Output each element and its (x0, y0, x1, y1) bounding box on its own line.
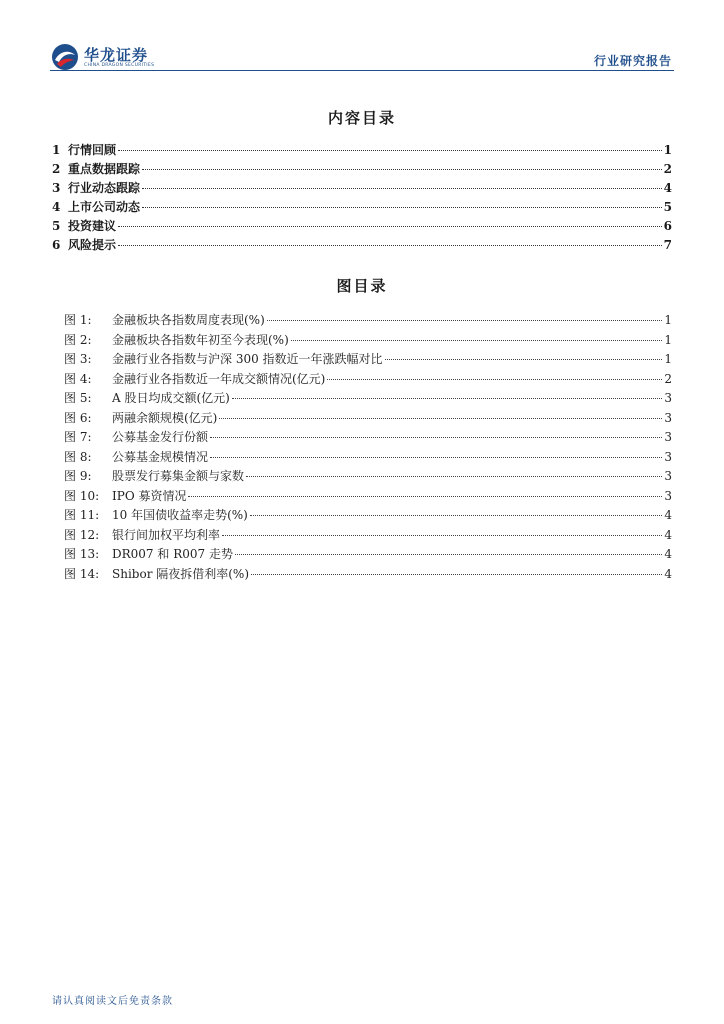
figure-item[interactable] (64, 389, 672, 409)
dot-leader (250, 515, 663, 516)
figure-label: 图 10: (64, 488, 100, 503)
dot-leader (235, 554, 662, 555)
figure-caption: IPO 募资情况 (112, 488, 187, 503)
figure-page: 1 (664, 313, 672, 327)
toc-item[interactable] (52, 160, 672, 179)
dot-leader (188, 496, 662, 497)
brand-name-cn: 华龙证券 (84, 46, 149, 64)
dot-leader (267, 320, 663, 321)
toc-item-number: 2 (52, 162, 61, 176)
figure-page: 1 (664, 332, 672, 347)
figure-caption: 金融行业各指数近一年成交额情况(亿元) (112, 371, 326, 386)
figure-page: 4 (664, 508, 672, 522)
figure-label: 图 1: (64, 313, 92, 327)
toc-item[interactable] (52, 236, 672, 255)
toc-item-number: 4 (52, 200, 61, 214)
dot-leader (142, 207, 662, 208)
figure-label: 图 6: (64, 410, 92, 425)
figure-page: 3 (664, 410, 672, 425)
figure-label: 图 3: (64, 352, 92, 366)
figure-item[interactable] (64, 331, 672, 351)
dragon-logo-icon (50, 42, 80, 72)
toc-item-page: 6 (663, 219, 672, 233)
figure-label: 图 9: (64, 469, 92, 483)
brand-name-en: CHINA DRAGON SECURITIES (84, 63, 155, 68)
dot-leader (246, 476, 662, 477)
figure-item[interactable] (64, 448, 672, 468)
figure-caption: 银行间加权平均利率 (112, 527, 221, 542)
figure-label: 图 13: (64, 547, 100, 561)
figure-item[interactable] (64, 545, 672, 565)
toc-item-label: 重点数据跟踪 (68, 162, 141, 176)
toc-item-label: 行情回顾 (68, 143, 117, 157)
figure-label: 图 8: (64, 449, 92, 464)
figure-page: 3 (664, 449, 672, 464)
dot-leader (210, 437, 662, 438)
figure-caption: 两融余额规模(亿元) (112, 410, 218, 425)
figure-caption: 公募基金规模情况 (112, 449, 209, 464)
toc-item-page: 7 (663, 238, 672, 252)
figure-item[interactable] (64, 467, 672, 487)
toc-item-label: 风险提示 (68, 238, 117, 252)
figure-item[interactable] (64, 487, 672, 507)
dot-leader (327, 379, 662, 380)
figure-item[interactable] (64, 409, 672, 429)
toc-item-page: 1 (663, 143, 672, 157)
figure-item[interactable] (64, 565, 672, 585)
dot-leader (291, 340, 663, 341)
dot-leader (210, 457, 662, 458)
figure-page: 1 (664, 352, 672, 366)
dot-leader (118, 150, 662, 151)
figure-list-title: 图目录 (336, 277, 388, 295)
figure-caption: 公募基金发行份额 (112, 430, 209, 444)
dot-leader (118, 245, 662, 246)
figure-item[interactable] (64, 350, 672, 370)
figure-caption: Shibor 隔夜拆借利率(%) (112, 566, 250, 581)
figure-label: 图 5: (64, 391, 92, 405)
dot-leader (385, 359, 663, 360)
figure-caption: 股票发行募集金额与家数 (112, 469, 245, 483)
toc-item-number: 1 (52, 143, 61, 157)
figure-label: 图 4: (64, 371, 92, 386)
figure-page: 2 (664, 371, 672, 386)
dot-leader (118, 226, 662, 227)
header-divider (50, 70, 674, 71)
figure-caption: 金融行业各指数与沪深 300 指数近一年涨跌幅对比 (112, 352, 383, 366)
toc-item[interactable] (52, 179, 672, 198)
figure-caption: A 股日均成交额(亿元) (112, 391, 230, 405)
figure-label: 图 11: (64, 508, 100, 522)
figure-page: 4 (664, 566, 672, 581)
toc-item-number: 6 (52, 238, 61, 252)
toc-item-page: 2 (663, 162, 672, 176)
figure-caption: 10 年国债收益率走势(%) (112, 508, 248, 522)
dot-leader (232, 398, 663, 399)
figure-caption: DR007 和 R007 走势 (112, 547, 233, 561)
footer-disclaimer: 请认真阅读文后免责条款 (52, 996, 173, 1007)
dot-leader (142, 188, 662, 189)
figure-page: 3 (664, 430, 672, 444)
toc-title: 内容目录 (327, 109, 396, 127)
toc-item-page: 5 (663, 200, 672, 214)
figure-label: 图 12: (64, 527, 100, 542)
figure-label: 图 2: (64, 332, 92, 347)
toc-item-label: 上市公司动态 (68, 200, 141, 214)
figure-page: 4 (664, 527, 672, 542)
dot-leader (142, 169, 662, 170)
figure-caption: 金融板块各指数周度表现(%) (112, 313, 265, 327)
toc-item[interactable] (52, 141, 672, 160)
toc-item-label: 行业动态跟踪 (68, 181, 141, 195)
figure-item[interactable] (64, 506, 672, 526)
figure-item[interactable] (64, 311, 672, 331)
figure-item[interactable] (64, 526, 672, 546)
figure-page: 3 (664, 488, 672, 503)
figure-page: 3 (664, 469, 672, 483)
toc-item-number: 5 (52, 219, 61, 233)
dot-leader (251, 574, 662, 575)
figure-item[interactable] (64, 370, 672, 390)
figure-page: 3 (664, 391, 672, 405)
figure-page: 4 (664, 547, 672, 561)
page-header (0, 0, 724, 80)
figure-list (64, 311, 672, 584)
figure-label: 图 7: (64, 430, 92, 444)
figure-label: 图 14: (64, 566, 100, 581)
report-type: 行业研究报告 (593, 54, 672, 68)
toc-list (52, 141, 672, 255)
toc-item-label: 投资建议 (68, 219, 117, 233)
toc-item-page: 4 (663, 181, 672, 195)
toc-item-number: 3 (52, 181, 61, 195)
figure-caption: 金融板块各指数年初至今表现(%) (112, 332, 289, 347)
toc-item[interactable] (52, 217, 672, 236)
toc-item[interactable] (52, 198, 672, 217)
dot-leader (222, 535, 662, 536)
dot-leader (219, 418, 662, 419)
figure-item[interactable] (64, 428, 672, 448)
